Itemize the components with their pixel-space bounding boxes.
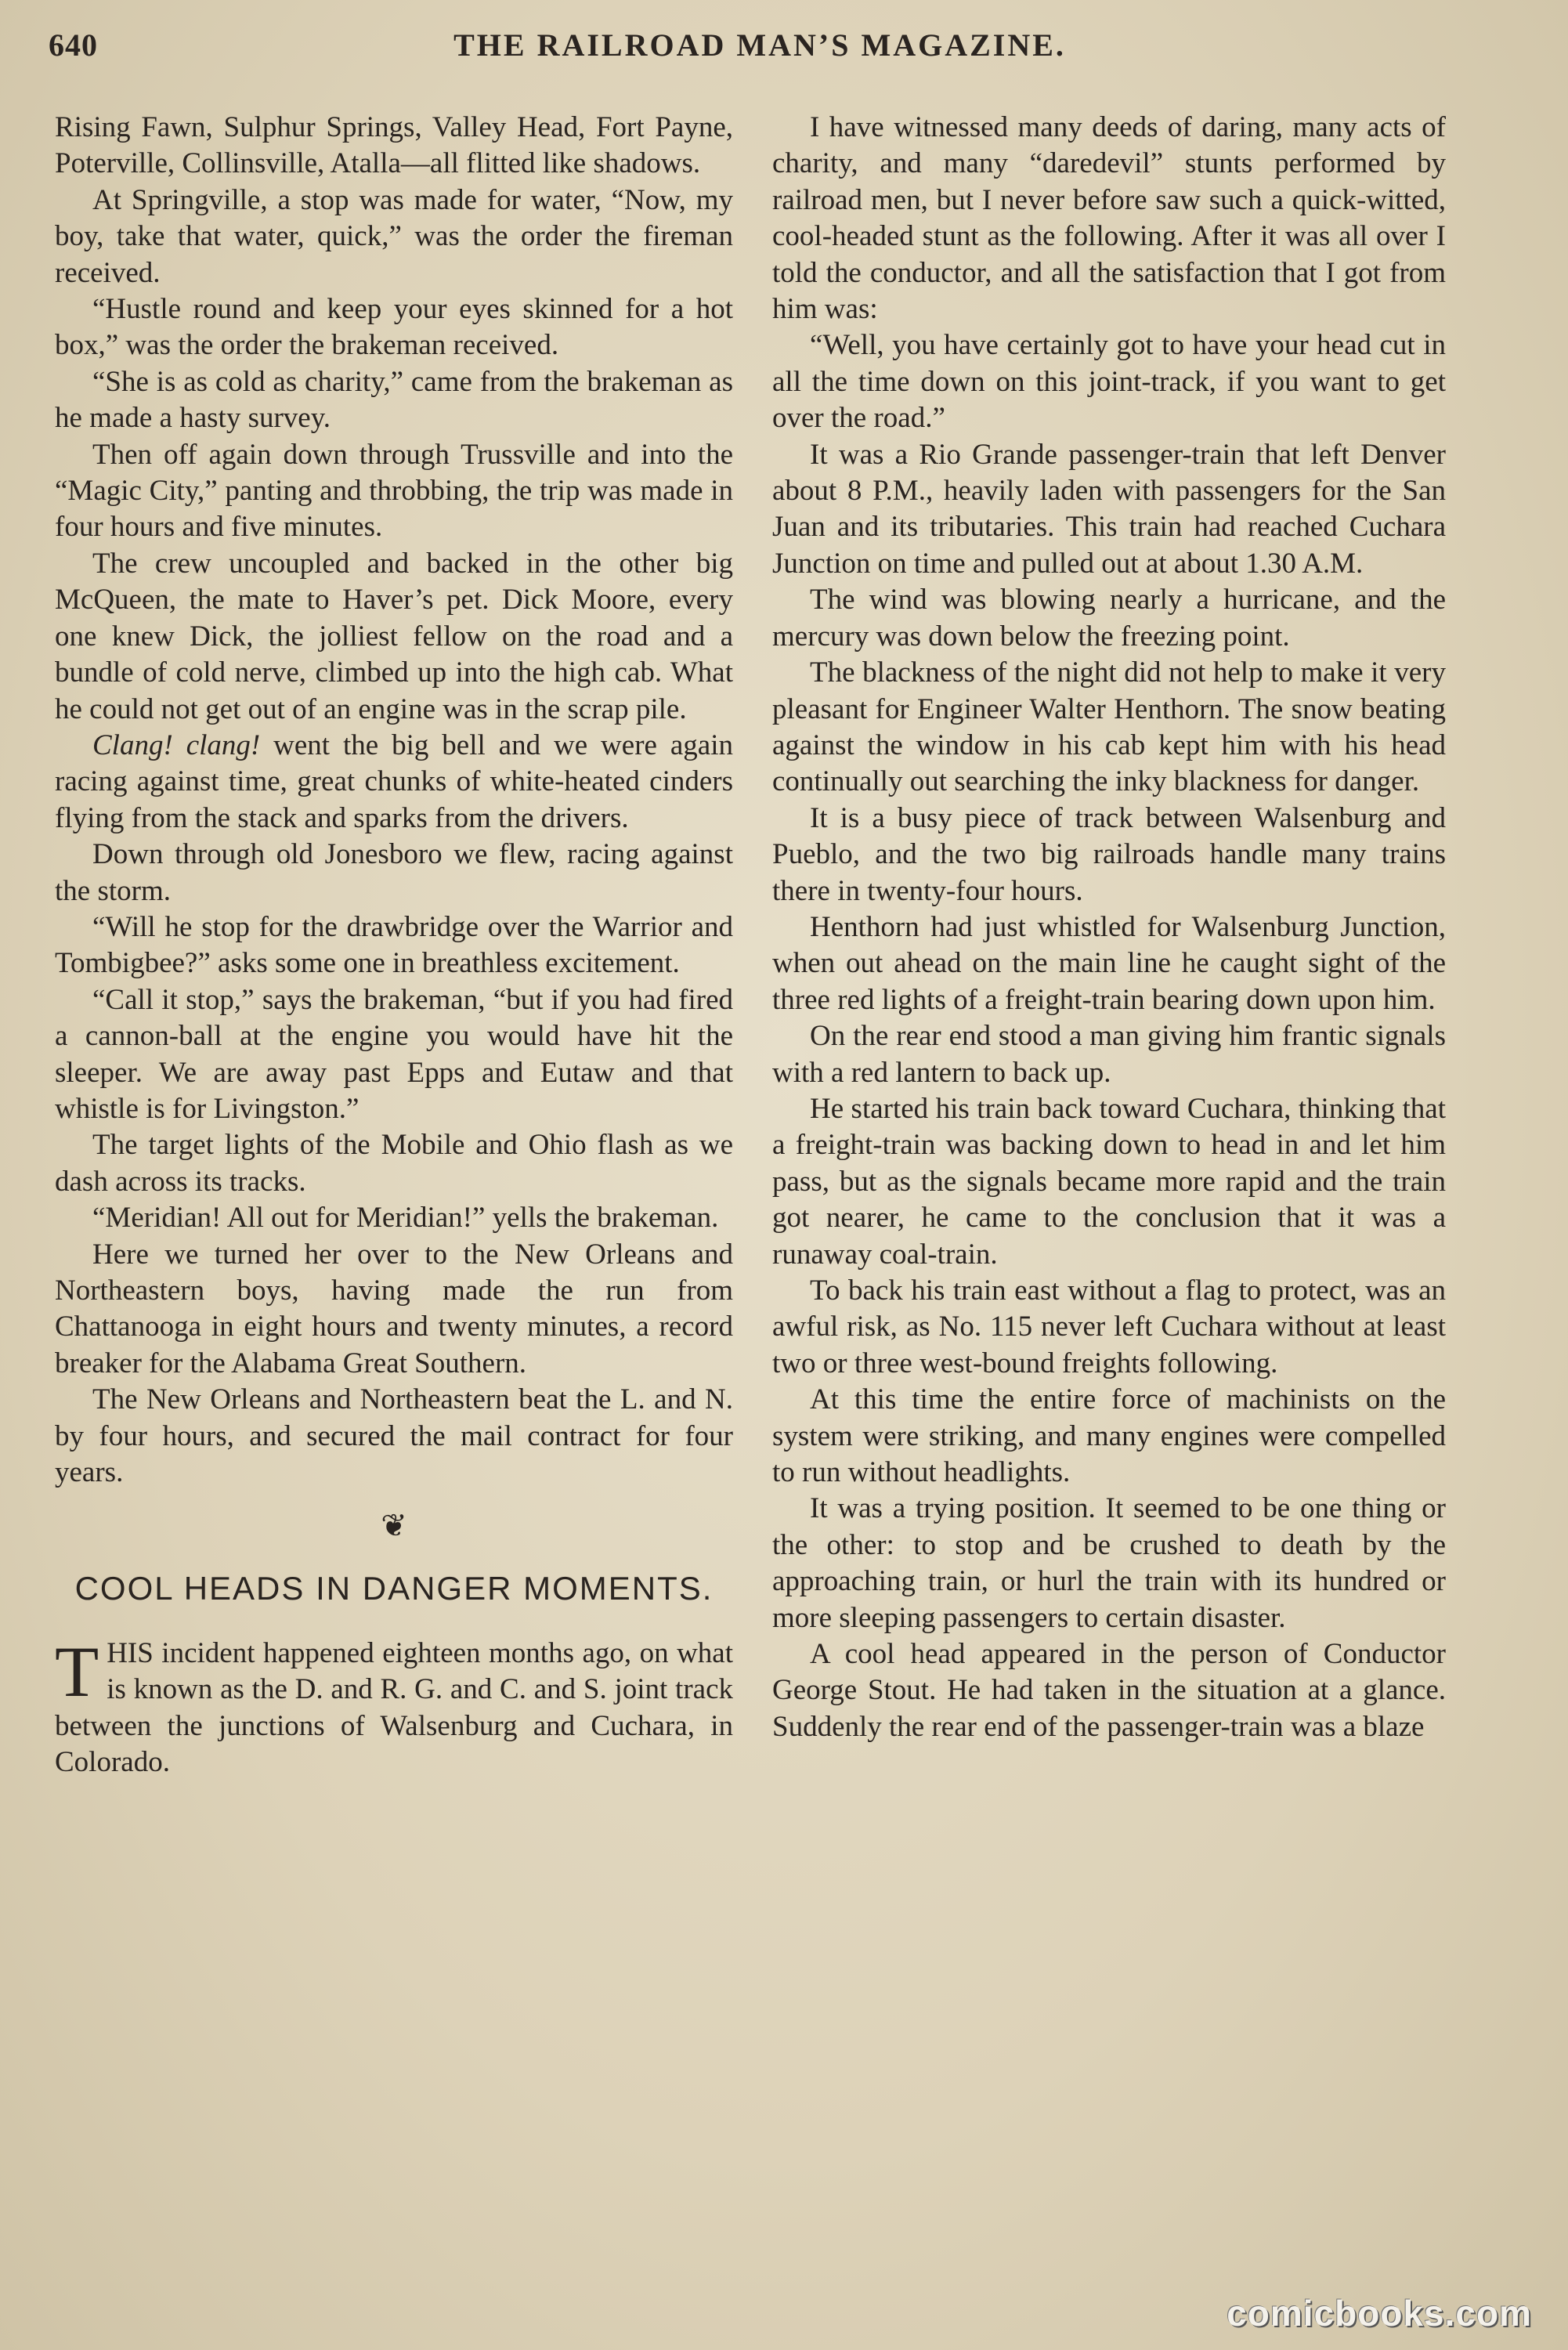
paragraph: “Hustle round and keep your eyes skinned for a hot box,” was the order the brakeman received. [55,293,733,362]
paragraph: The target lights of the Mobile and Ohio flash as we dash across its tracks. [55,1129,733,1198]
paragraph: At Springville, a stop was made for water, “Now, my boy, take that water, quick,” was the order the fireman received. [55,183,733,289]
right-column [772,110,1446,1745]
italic-phrase: Clang! clang! [92,728,261,761]
paragraph [55,728,733,837]
paragraph: He started his train back toward Cuchara, thinking that a freight-train was backing down to head in and let him pass, but as the signals became more rapid and the train got nearer, he came to the conclusion that it was a runaway coal-train. [772,1092,1446,1271]
paragraph: “Well, you have certainly got to have your head cut in all the time down on this joint-track, if you want to get over the road.” [772,329,1446,435]
paragraph: At this time the entire force of machinists on the system were striking, and many engines were compelled to run without headlights. [772,1383,1446,1489]
paragraph: “Will he stop for the drawbridge over the Warrior and Tombigbee?” asks some one in breathless excitement. [55,910,733,980]
small-caps-lead: HIS [107,1636,154,1669]
paragraph: “Call it stop,” says the brakeman, “but if you had fired a cannon-ball at the engine you would have hit the sleeper. We are away past Epps and Eutaw and that whistle is for Livingston.” [55,983,733,1125]
paragraph: The crew uncoupled and backed in the other big McQueen, the mate to Haver’s pet. Dick Moore, every one knew Dick, the jolliest fellow on the road and a bundle of cold nerve, climbed up into the high cab. What he could not get out of an engine was in the scrap pile. [55,547,733,725]
paragraph-text: went the big bell and we were again racing against time, great chunks of white-heated cinders flying from the stack and sparks from the drivers. [55,728,733,834]
drop-cap: T [55,1631,99,1712]
paragraph: It was a trying position. It seemed to be one thing or the other: to stop and be crushed to death by the approaching train, or hurl the train with its hundred or more sleeping passengers to certain disaster. [772,1492,1446,1634]
paragraph: Here we turned her over to the New Orleans and Northeastern boys, having made the run from Chattanooga in eight hours and twenty minutes, a record breaker for the Alabama Great Southern. [55,1238,733,1379]
paragraph: The blackness of the night did not help to make it very pleasant for Engineer Walter Henthorn. The snow beating against the window in his cab kept him with his head continually out searching the inky blackness for danger. [772,656,1446,798]
page-header [0,27,1568,74]
paragraph: “Meridian! All out for Meridian!” yells the brakeman. [92,1202,719,1235]
paragraph: Down through old Jonesboro we flew, racing against the storm. [55,838,733,907]
paragraph: It is a busy piece of track between Walsenburg and Pueblo, and the two big railroads handle many trains there in twenty-four hours. [772,801,1446,907]
section-ornament: ❦ [381,1508,407,1544]
paragraph-text: incident happened eighteen months ago, on what is known as the D. and R. G. and C. and S. joint track between the junctions of Walsenburg and Cuchara, in Colorado. [55,1636,733,1779]
paragraph: It was a Rio Grande passenger-train that left Denver about 8 P.M., heavily laden with passengers for the San Juan and its tributaries. This train had reached Cuchara Junction on time and pulled out at about 1.30 A.M. [772,438,1446,580]
paragraph: A cool head appeared in the person of Conductor George Stout. He had taken in the situation at a glance. Suddenly the rear end of the passenger-train was a blaze [772,1638,1446,1743]
paragraph: The New Orleans and Northeastern beat the L. and N. by four hours, and secured the mail contract for four years. [55,1383,733,1489]
running-head: THE RAILROAD MAN’S MAGAZINE. [453,27,1066,63]
paragraph: Rising Fawn, Sulphur Springs, Valley Head, Fort Payne, Poterville, Collinsville, Atalla—all flitted like shadows. [55,111,733,180]
page-number: 640 [49,27,98,63]
paragraph: On the rear end stood a man giving him frantic signals with a red lantern to back up. [772,1020,1446,1089]
paragraph: “She is as cold as charity,” came from the brakeman as he made a hasty survey. [55,365,733,435]
paragraph: Henthorn had just whistled for Walsenburg Junction, when out ahead on the main line he caught sight of the three red lights of a freight-train bearing down upon him. [772,910,1446,1016]
left-column [55,110,733,1781]
paragraph: Then off again down through Trussville and into the “Magic City,” panting and throbbing, the trip was made in four hours and five minutes. [55,438,733,544]
paragraph: I have witnessed many deeds of daring, many acts of charity, and many “daredevil” stunts performed by railroad men, but I never before saw such a quick-witted, cool-headed stunt as the following. After it was all over I told the conductor, and all the satisfaction that I got from him was: [772,111,1446,326]
paragraph: To back his train east without a flag to protect, was an awful risk, as No. 115 never left Cuchara without at least two or three west-bound freights following. [772,1274,1446,1379]
section-heading: COOL HEADS IN DANGER MOMENTS. [74,1569,714,1607]
paragraph: The wind was blowing nearly a hurricane, and the mercury was down below the freezing point. [772,584,1446,653]
watermark: comicbooks.com [1227,2293,1532,2334]
dropcap-paragraph [55,1631,733,1781]
